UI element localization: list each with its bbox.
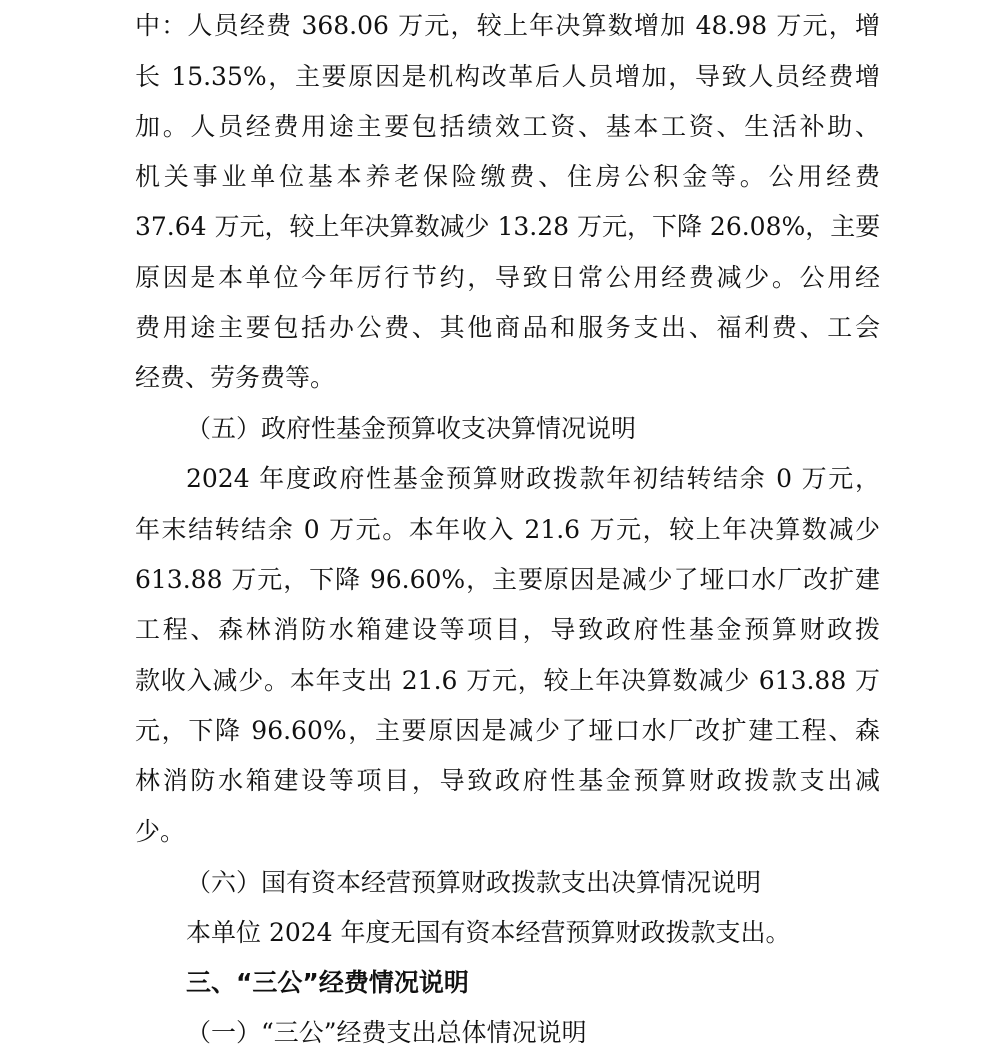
paragraph-line: 工程、森林消防水箱建设等项目，导致政府性基金预算财政拨	[135, 615, 880, 644]
section-heading: （一）“三公”经费支出总体情况说明	[186, 1018, 587, 1047]
paragraph-line: 款收入减少。本年支出 21.6 万元，较上年决算数减少 613.88 万	[135, 666, 880, 695]
paragraph-line: 原因是本单位今年厉行节约，导致日常公用经费减少。公用经	[135, 263, 880, 292]
paragraph-line: 费用途主要包括办公费、其他商品和服务支出、福利费、工会	[135, 313, 880, 342]
paragraph-line: 经费、劳务费等。	[135, 363, 336, 392]
paragraph-line: 本单位 2024 年度无国有资本经营预算财政拨款支出。	[186, 918, 791, 947]
paragraph-line: 少。	[135, 817, 186, 846]
section-heading: （六）国有资本经营预算财政拨款支出决算情况说明	[186, 868, 762, 897]
section-heading: （五）政府性基金预算收支决算情况说明	[186, 414, 637, 443]
paragraph-line: 加。人员经费用途主要包括绩效工资、基本工资、生活补助、	[135, 112, 880, 141]
paragraph-line: 机关事业单位基本养老保险缴费、住房公积金等。公用经费	[135, 162, 880, 191]
paragraph-line: 613.88 万元，下降 96.60%，主要原因是减少了垭口水厂改扩建	[135, 565, 880, 594]
paragraph-line: 37.64 万元，较上年决算数减少 13.28 万元，下降 26.08%，主要	[135, 212, 881, 241]
paragraph-line: 2024 年度政府性基金预算财政拨款年初结转结余 0 万元，	[186, 464, 880, 493]
chapter-heading: 三、“三公”经费情况说明	[186, 968, 469, 997]
paragraph-line: 林消防水箱建设等项目，导致政府性基金预算财政拨款支出减	[135, 766, 880, 795]
paragraph-line: 年末结转结余 0 万元。本年收入 21.6 万元，较上年决算数减少	[135, 515, 880, 544]
paragraph-line: 元，下降 96.60%，主要原因是减少了垭口水厂改扩建工程、森	[135, 716, 880, 745]
paragraph-line: 长 15.35%，主要原因是机构改革后人员增加，导致人员经费增	[135, 62, 880, 91]
paragraph-line: 中：人员经费 368.06 万元，较上年决算数增加 48.98 万元，增	[135, 11, 880, 40]
